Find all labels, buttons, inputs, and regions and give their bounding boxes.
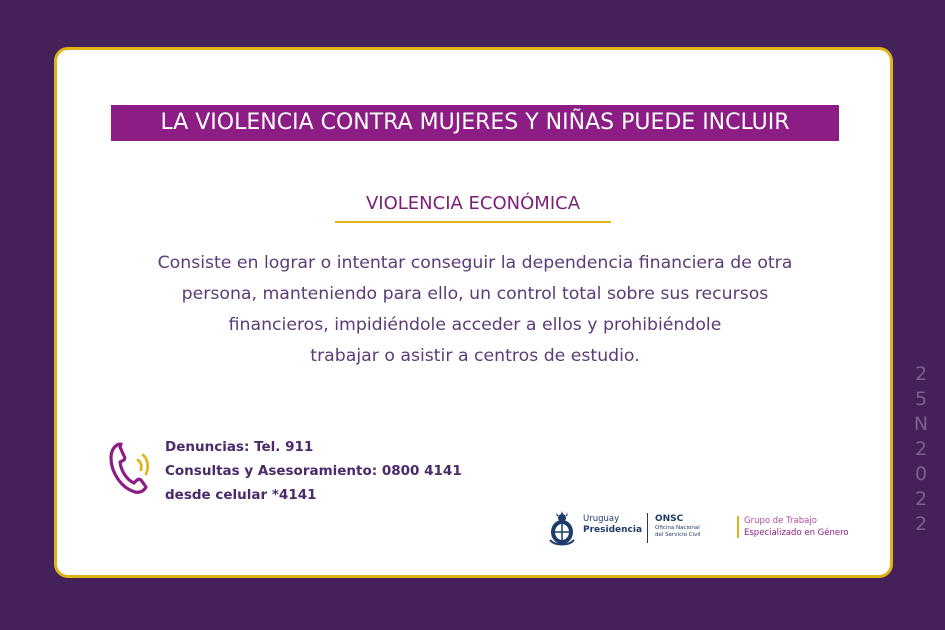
onsc-logo xyxy=(655,514,700,539)
headline-banner: LA VIOLENCIA CONTRA MUJERES Y NIÑAS PUEDE INCLUIR xyxy=(111,105,839,141)
description-line: financieros, impidiéndole acceder a ellos y prohibiéndole xyxy=(228,315,722,335)
description-line: Consiste en lograr o intentar conseguir la dependencia financiera de otra xyxy=(157,253,793,273)
logo-presidencia: Presidencia xyxy=(583,525,643,535)
logo-divider xyxy=(737,516,739,538)
contact-line: Consultas y Asesoramiento: 0800 4141 xyxy=(165,463,462,479)
description-paragraph xyxy=(90,248,860,372)
side-date-char: N xyxy=(913,413,929,435)
logo-onsc-sub: del Servicio Civil xyxy=(655,532,701,538)
description-line: trabajar o asistir a centros de estudio. xyxy=(310,346,640,366)
presidencia-logo-text xyxy=(583,514,642,536)
subtitle-underline xyxy=(335,221,611,223)
contact-info xyxy=(165,435,462,507)
description-line: persona, manteniendo para ello, un control total sobre sus recursos xyxy=(181,284,769,304)
side-date-char: 2 xyxy=(914,488,928,510)
logo-onsc-sub: Oficina Nacional xyxy=(655,525,700,531)
phone-icon xyxy=(107,440,155,496)
logo-grupo-line: Especializado en Género xyxy=(744,528,849,538)
side-date-char: 0 xyxy=(914,463,928,485)
logo-strip xyxy=(545,508,865,550)
subtitle: VIOLENCIA ECONÓMICA xyxy=(365,193,581,214)
logo-grupo-line: Grupo de Trabajo xyxy=(744,516,817,526)
contact-line: Denuncias: Tel. 911 xyxy=(165,439,314,455)
logo-uruguay: Uruguay xyxy=(583,514,620,524)
side-date-char: 2 xyxy=(914,363,928,385)
grupo-trabajo-logo xyxy=(744,515,849,539)
side-date-char: 2 xyxy=(914,513,928,535)
logo-onsc: ONSC xyxy=(655,514,684,524)
side-date-25n-2022 xyxy=(905,362,937,537)
contact-line: desde celular *4141 xyxy=(165,487,317,503)
side-date-char: 5 xyxy=(914,388,928,410)
uruguay-seal-icon xyxy=(545,510,579,546)
side-date-char: 2 xyxy=(914,438,928,460)
logo-divider xyxy=(647,513,648,543)
